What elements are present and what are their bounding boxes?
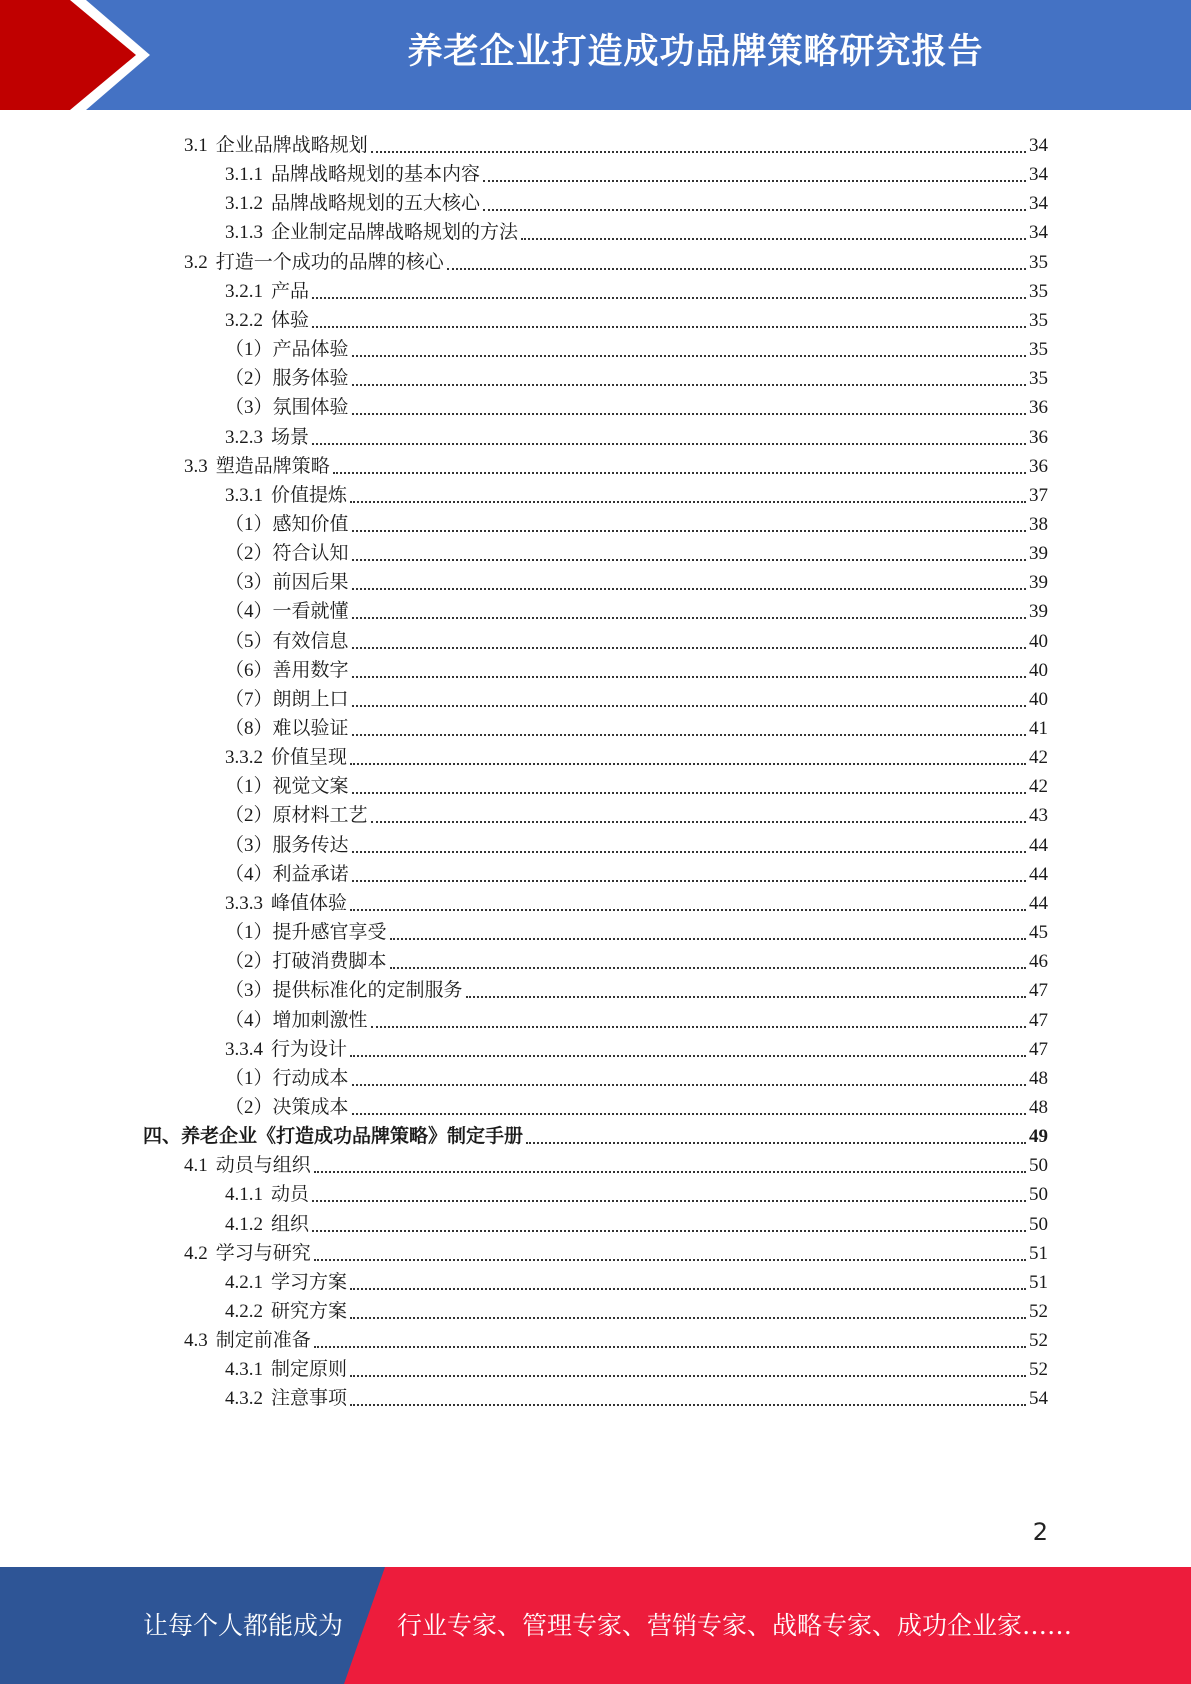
toc-entry-title: 善用数字: [272, 659, 349, 681]
toc-entry-page: 36: [1029, 426, 1048, 448]
toc-entry-page: 40: [1029, 659, 1048, 681]
toc-dot-leader: [350, 501, 1026, 503]
toc-entry[interactable]: [225, 564, 1048, 595]
toc-entry-page: 43: [1029, 805, 1048, 827]
toc-entry-number: （3）: [225, 397, 273, 419]
toc-dot-leader: [352, 880, 1026, 882]
toc-entry-title: 学习与研究: [215, 1242, 311, 1264]
toc-entry-page: 48: [1029, 1096, 1048, 1118]
toc-dot-leader: [350, 763, 1026, 765]
toc-entry-page: 39: [1029, 572, 1048, 594]
toc-entry-number: （2）: [225, 368, 273, 390]
toc-entry[interactable]: [225, 768, 1048, 799]
toc-dot-leader: [352, 413, 1026, 415]
toc-entry-title: 一看就懂: [272, 601, 349, 623]
toc-entry[interactable]: [225, 506, 1048, 537]
toc-entry[interactable]: [225, 972, 1048, 1003]
toc-entry[interactable]: [184, 244, 1048, 275]
toc-entry-title: 制定前准备: [215, 1330, 311, 1352]
toc-entry-page: 34: [1029, 193, 1048, 215]
toc-entry-number: （3）: [225, 834, 273, 856]
toc-entry-page: 44: [1029, 892, 1048, 914]
toc-entry-number: 3.1.1: [225, 164, 263, 186]
toc-entry-page: 52: [1029, 1359, 1048, 1381]
toc-entry-page: 50: [1029, 1155, 1048, 1177]
toc-dot-leader: [312, 1200, 1026, 1202]
toc-entry[interactable]: [225, 1380, 1048, 1411]
toc-entry-page: 52: [1029, 1301, 1048, 1322]
toc-entry-number: （5）: [225, 630, 273, 652]
toc-entry[interactable]: [225, 389, 1048, 420]
toc-entry-title: 决策成本: [272, 1096, 349, 1118]
toc-entry-page: 34: [1029, 135, 1048, 156]
toc-entry-title: 氛围体验: [272, 397, 349, 419]
toc-dot-leader: [371, 821, 1026, 823]
toc-entry-number: 3.2.1: [225, 280, 263, 302]
toc-dot-leader: [352, 588, 1026, 590]
toc-entry-title: 打破消费脚本: [272, 951, 387, 973]
toc-entry-page: 35: [1029, 368, 1048, 390]
toc-entry-page: 34: [1029, 164, 1048, 186]
toc-entry[interactable]: [184, 1235, 1048, 1266]
toc-dot-leader: [350, 1288, 1026, 1290]
toc-entry[interactable]: [225, 1176, 1048, 1207]
toc-entry-number: （2）: [225, 951, 273, 973]
toc-entry[interactable]: [225, 1351, 1048, 1382]
toc-entry-page: 35: [1029, 251, 1048, 273]
page-footer: [0, 1567, 1191, 1684]
toc-entry-title: 视觉文案: [272, 776, 349, 798]
toc-entry-page: 41: [1029, 718, 1048, 739]
toc-entry-page: 42: [1029, 776, 1048, 798]
toc-dot-leader: [352, 1084, 1026, 1086]
toc-entry[interactable]: [225, 360, 1048, 391]
toc-dot-leader: [350, 1375, 1026, 1377]
toc-entry-title: 动员与组织: [215, 1155, 311, 1177]
toc-entry-number: 4.2: [184, 1242, 208, 1264]
toc-entry[interactable]: [225, 1089, 1048, 1120]
toc-entry-number: （4）: [225, 1009, 273, 1031]
toc-entry[interactable]: [225, 331, 1048, 362]
toc-entry-title: 服务传达: [272, 834, 349, 856]
toc-entry-number: 3.3.4: [225, 1038, 263, 1060]
toc-entry[interactable]: [225, 419, 1048, 450]
toc-dot-leader: [352, 705, 1026, 707]
toc-entry[interactable]: [225, 1002, 1048, 1033]
toc-entry-title: 场景: [271, 426, 310, 448]
toc-entry-title: 提升感官享受: [272, 922, 387, 944]
toc-entry[interactable]: [225, 535, 1048, 566]
toc-entry-title: 企业品牌战略规划: [215, 135, 368, 156]
toc-entry[interactable]: [225, 1060, 1048, 1091]
toc-entry-page: 52: [1029, 1330, 1048, 1352]
toc-entry-number: 4.1.1: [225, 1184, 263, 1206]
toc-entry-page: 48: [1029, 1067, 1048, 1089]
toc-entry-page: 47: [1029, 980, 1048, 1002]
toc-entry-number: （1）: [225, 1067, 273, 1089]
toc-dot-leader: [312, 443, 1026, 445]
report-title: 养老企业打造成功品牌策略研究报告: [407, 32, 984, 72]
toc-entry-title: 前因后果: [272, 572, 349, 594]
toc-dot-leader: [350, 1404, 1026, 1406]
toc-entry[interactable]: [225, 273, 1048, 304]
toc-entry-number: 3.1: [184, 135, 208, 156]
toc-entry-number: （2）: [225, 805, 273, 827]
toc-entry-title: 企业制定品牌战略规划的方法: [271, 222, 519, 244]
toc-entry[interactable]: [225, 185, 1048, 216]
toc-entry-number: （2）: [225, 1096, 273, 1118]
toc-entry-number: 4.2.2: [225, 1301, 263, 1322]
toc-dot-leader: [352, 676, 1026, 678]
toc-entry[interactable]: [225, 652, 1048, 683]
toc-entry[interactable]: [225, 827, 1048, 858]
toc-entry-page: 47: [1029, 1038, 1048, 1060]
toc-dot-leader: [447, 268, 1026, 270]
toc-entry-title: 价值呈现: [271, 747, 348, 769]
toc-entry[interactable]: [225, 885, 1048, 916]
toc-dot-leader: [521, 238, 1026, 240]
toc-entry-title: 塑造品牌策略: [215, 455, 330, 477]
toc-entry-title: 组织: [271, 1213, 310, 1235]
toc-entry-page: 40: [1029, 630, 1048, 652]
toc-entry-title: 行动成本: [272, 1067, 349, 1089]
toc-entry-number: 3.1.3: [225, 222, 263, 244]
toc-entry-page: 39: [1029, 543, 1048, 565]
toc-entry-page: 38: [1029, 513, 1048, 535]
toc-entry-title: 原材料工艺: [272, 805, 368, 827]
toc-entry[interactable]: [184, 1322, 1048, 1353]
toc-entry-page: 49: [1029, 1126, 1048, 1148]
toc-entry-number: 4.3: [184, 1330, 208, 1352]
toc-entry-title: 打造一个成功的品牌的核心: [215, 251, 444, 273]
toc-dot-leader: [352, 617, 1026, 619]
toc-entry[interactable]: [225, 214, 1048, 245]
toc-dot-leader: [390, 938, 1026, 940]
toc-entry-page: 36: [1029, 397, 1048, 419]
toc-entry-number: （1）: [225, 339, 273, 361]
toc-entry[interactable]: [225, 797, 1048, 828]
footer-slogan-right: 行业专家、管理专家、营销专家、战略专家、成功企业家……: [397, 1611, 1073, 1640]
toc-entry-title: 注意事项: [271, 1388, 348, 1410]
toc-entry-number: 4.3.1: [225, 1359, 263, 1381]
toc-entry[interactable]: [225, 681, 1048, 712]
toc-dot-leader: [352, 355, 1026, 357]
toc-entry-title: 价值提炼: [271, 484, 348, 506]
toc-dot-leader: [333, 472, 1026, 474]
toc-entry[interactable]: [225, 1206, 1048, 1237]
toc-entry-number: 3.3.3: [225, 892, 263, 914]
toc-entry-page: 35: [1029, 339, 1048, 361]
toc-entry-page: 40: [1029, 688, 1048, 710]
toc-entry-number: 3.2.2: [225, 309, 263, 331]
toc-entry-page: 42: [1029, 747, 1048, 769]
toc-entry[interactable]: [225, 156, 1048, 187]
toc-dot-leader: [352, 530, 1026, 532]
toc-entry[interactable]: [225, 1264, 1048, 1295]
toc-entry-page: 51: [1029, 1271, 1048, 1293]
toc-dot-leader: [371, 1026, 1026, 1028]
toc-entry[interactable]: [225, 943, 1048, 974]
toc-entry-title: 动员: [271, 1184, 310, 1206]
page-header: [0, 0, 1191, 110]
toc-entry-page: 46: [1029, 951, 1048, 973]
toc-dot-leader: [352, 384, 1026, 386]
toc-entry-title: 产品: [271, 280, 310, 302]
toc-dot-leader: [314, 1171, 1026, 1173]
toc-entry-title: 难以验证: [272, 718, 349, 739]
toc-entry-number: 四、: [143, 1126, 182, 1148]
toc-entry[interactable]: [225, 710, 1048, 741]
toc-entry-title: 增加刺激性: [272, 1009, 368, 1031]
toc-entry-number: （4）: [225, 601, 273, 623]
toc-entry-number: 4.3.2: [225, 1388, 263, 1410]
toc-dot-leader: [312, 1230, 1026, 1232]
toc-dot-leader: [350, 1055, 1026, 1057]
toc-entry-title: 朗朗上口: [272, 688, 349, 710]
toc-entry-title: 行为设计: [271, 1038, 348, 1060]
toc-entry-title: 制定原则: [271, 1359, 348, 1381]
toc-entry-title: 服务体验: [272, 368, 349, 390]
toc-entry-number: 3.1.2: [225, 193, 263, 215]
toc-dot-leader: [352, 851, 1026, 853]
toc-entry-number: （1）: [225, 922, 273, 944]
toc-entry-title: 符合认知: [272, 543, 349, 565]
toc-entry-number: 3.2: [184, 251, 208, 273]
toc-entry-title: 有效信息: [272, 630, 349, 652]
toc-entry-number: （7）: [225, 688, 273, 710]
toc-entry-page: 54: [1029, 1388, 1048, 1410]
toc-dot-leader: [352, 647, 1026, 649]
toc-entry-title: 学习方案: [271, 1271, 348, 1293]
toc-entry-number: （6）: [225, 659, 273, 681]
toc-entry-number: （1）: [225, 776, 273, 798]
toc-dot-leader: [352, 1113, 1026, 1115]
toc-entry-page: 44: [1029, 834, 1048, 856]
toc-entry[interactable]: [225, 1293, 1048, 1324]
toc-entry-title: 产品体验: [272, 339, 349, 361]
toc-entry[interactable]: [184, 1147, 1048, 1178]
toc-entry-title: 研究方案: [271, 1301, 348, 1322]
toc-dot-leader: [352, 559, 1026, 561]
toc-entry-number: （3）: [225, 980, 273, 1002]
toc-entry-number: 4.2.1: [225, 1271, 263, 1293]
page-number: 2: [1032, 1518, 1048, 1546]
toc-entry[interactable]: [184, 127, 1048, 158]
toc-dot-leader: [371, 151, 1026, 153]
toc-entry-number: （1）: [225, 513, 273, 535]
toc-entry[interactable]: [225, 477, 1048, 508]
toc-entry-page: 47: [1029, 1009, 1048, 1031]
toc-entry-page: 50: [1029, 1184, 1048, 1206]
footer-slogan-left: 让每个人都能成为: [143, 1611, 344, 1640]
toc-dot-leader: [390, 967, 1026, 969]
toc-dot-leader: [483, 209, 1026, 211]
toc-entry-number: （8）: [225, 718, 273, 739]
toc-entry[interactable]: [225, 623, 1048, 654]
toc-entry-number: 3.3.1: [225, 484, 263, 506]
toc-entry[interactable]: [225, 593, 1048, 624]
toc-dot-leader: [312, 297, 1026, 299]
toc-dot-leader: [526, 1142, 1026, 1144]
toc-entry-page: 45: [1029, 922, 1048, 944]
toc-dot-leader: [314, 1346, 1026, 1348]
toc-entry-number: （4）: [225, 863, 273, 885]
toc-entry[interactable]: [143, 1118, 1048, 1149]
toc-entry-page: 34: [1029, 222, 1048, 244]
toc-entry-page: 51: [1029, 1242, 1048, 1264]
toc-entry[interactable]: [225, 856, 1048, 887]
toc-entry[interactable]: [225, 302, 1048, 333]
toc-entry-title: 利益承诺: [272, 863, 349, 885]
toc-entry-page: 39: [1029, 601, 1048, 623]
toc-entry-number: （3）: [225, 572, 273, 594]
toc-entry-title: 品牌战略规划的基本内容: [271, 164, 481, 186]
toc-dot-leader: [314, 1259, 1026, 1261]
toc-entry-number: 4.1: [184, 1155, 208, 1177]
toc-entry-title: 峰值体验: [271, 892, 348, 914]
toc-entry-number: 3.3: [184, 455, 208, 477]
toc-entry[interactable]: [225, 1031, 1048, 1062]
toc-dot-leader: [352, 792, 1026, 794]
toc-entry-number: 4.1.2: [225, 1213, 263, 1235]
toc-entry[interactable]: [184, 448, 1048, 479]
toc-entry-page: 44: [1029, 863, 1048, 885]
toc-entry-number: 3.2.3: [225, 426, 263, 448]
toc-entry-title: 养老企业《打造成功品牌策略》制定手册: [181, 1126, 524, 1148]
toc-dot-leader: [350, 1317, 1026, 1319]
toc-entry-page: 50: [1029, 1213, 1048, 1235]
toc-entry-page: 35: [1029, 280, 1048, 302]
toc-entry-title: 提供标准化的定制服务: [272, 980, 463, 1002]
toc-entry-number: 3.3.2: [225, 747, 263, 769]
toc-entry-number: （2）: [225, 543, 273, 565]
toc-entry-page: 35: [1029, 309, 1048, 331]
toc-dot-leader: [483, 180, 1026, 182]
toc-entry-title: 体验: [271, 309, 310, 331]
header-chevron-icon: [0, 0, 136, 110]
toc-entry-title: 品牌战略规划的五大核心: [271, 193, 481, 215]
toc-dot-leader: [350, 909, 1026, 911]
toc-entry-page: 36: [1029, 455, 1048, 477]
toc-entry-title: 感知价值: [272, 513, 349, 535]
toc-entry[interactable]: [225, 739, 1048, 770]
toc-entry[interactable]: [225, 914, 1048, 945]
toc-entry-page: 37: [1029, 484, 1048, 506]
toc-dot-leader: [466, 996, 1026, 998]
toc-dot-leader: [352, 734, 1026, 736]
toc-dot-leader: [312, 326, 1026, 328]
